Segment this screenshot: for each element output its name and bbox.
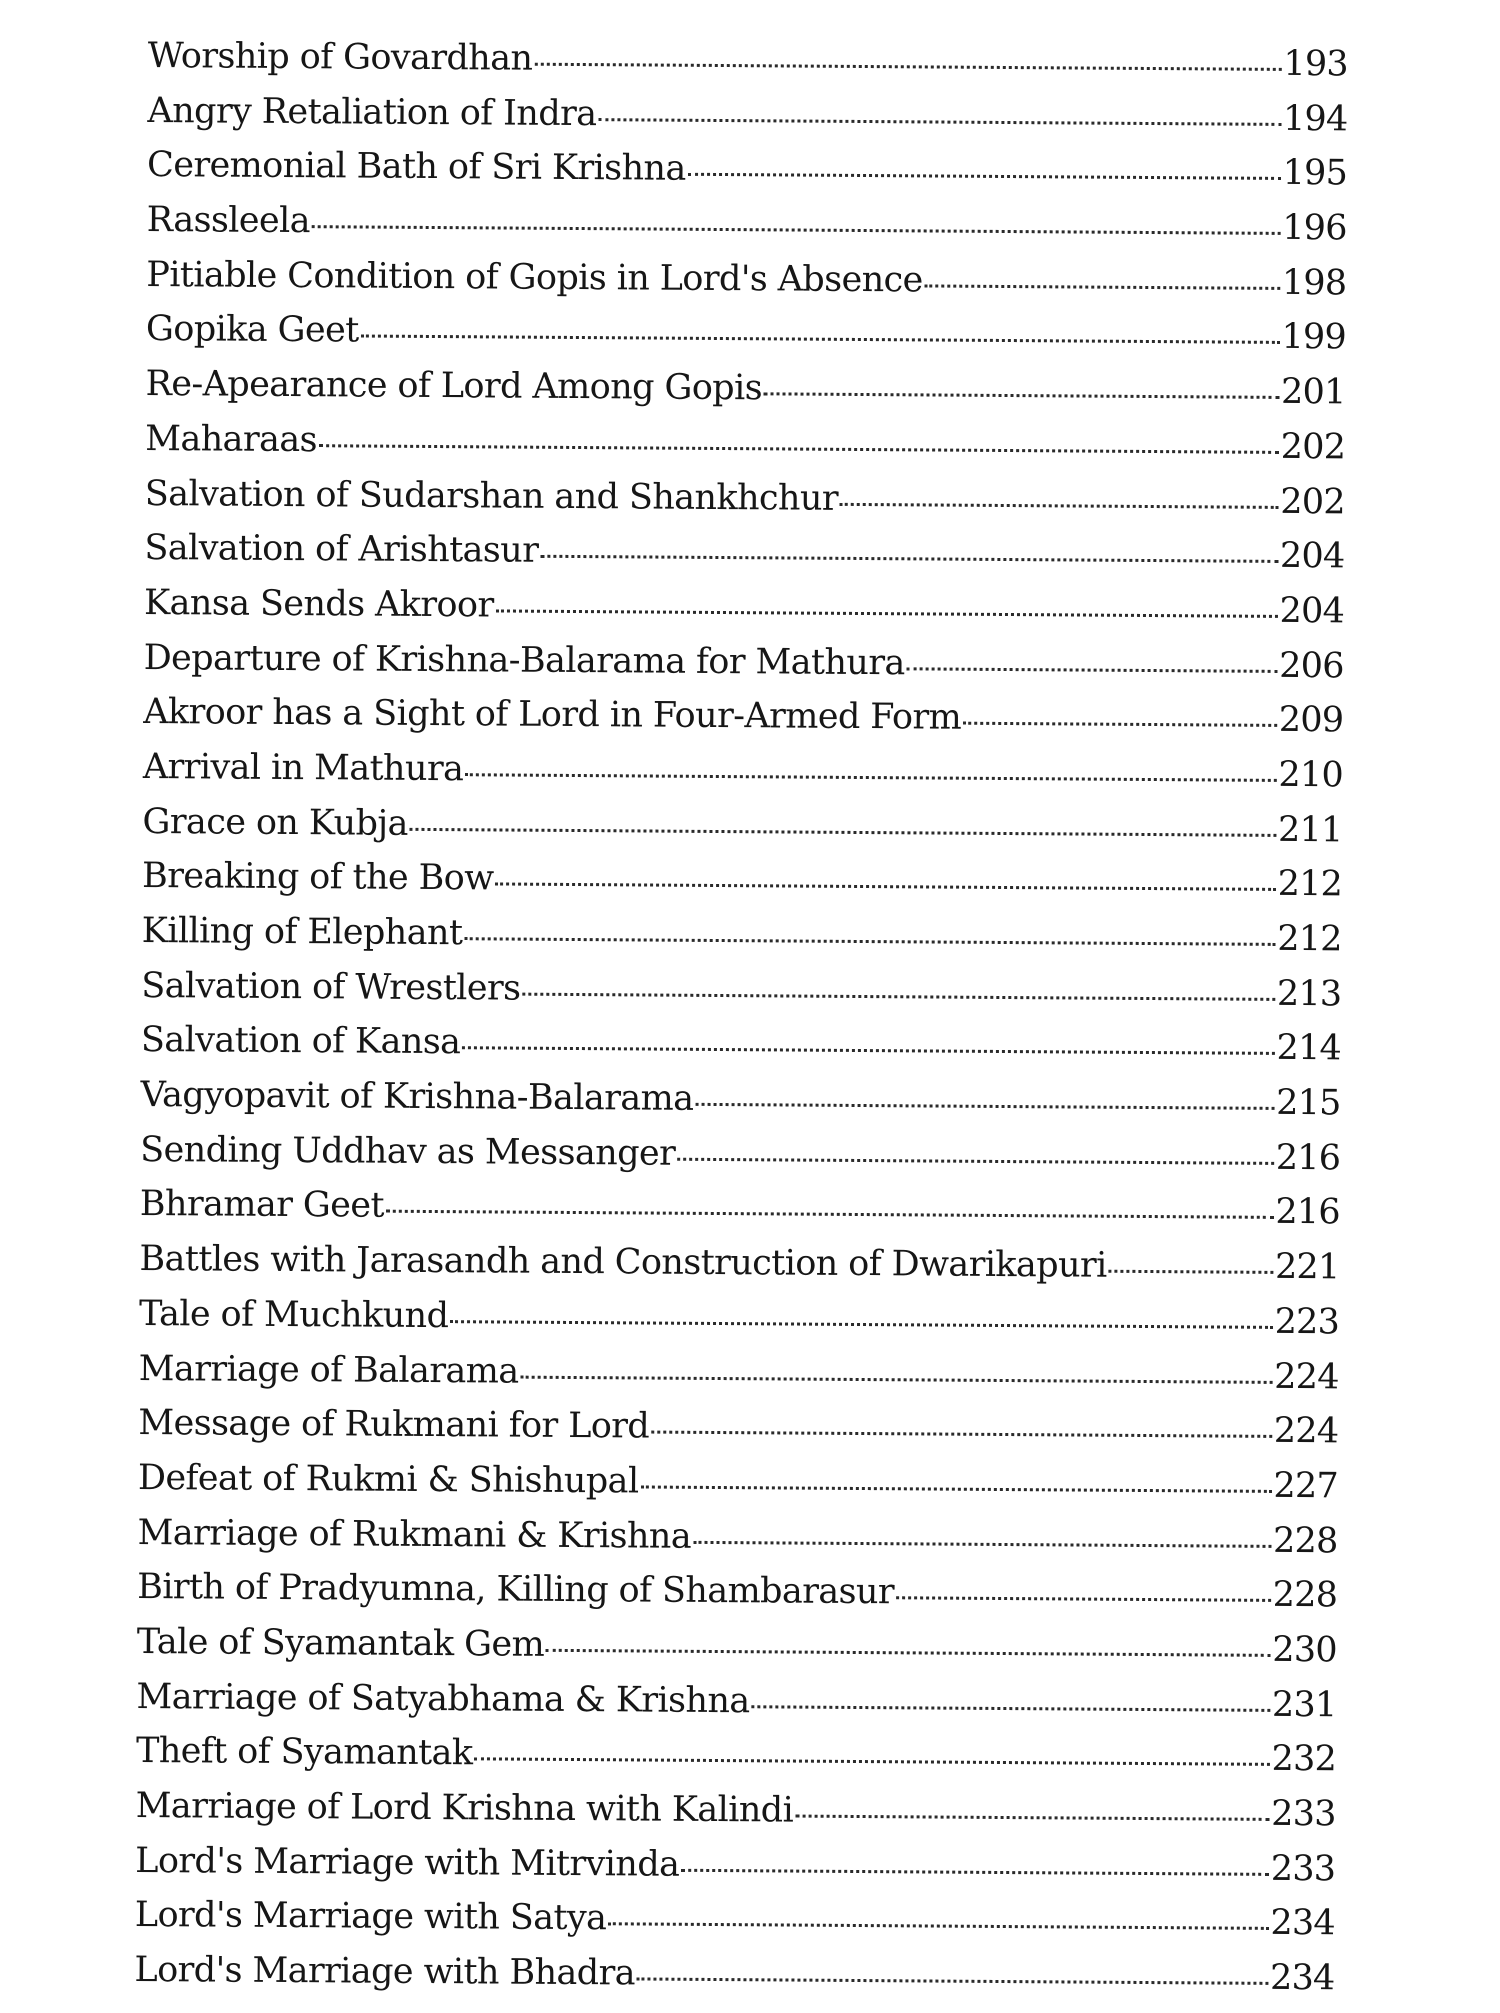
toc-entry-title: Pitiable Condition of Gopis in Lord's Absence [146,254,923,301]
toc-entry-title: Rassleela [146,200,311,242]
toc-entry [141,966,1341,1029]
toc-entry-title: Killing of Elephant [141,910,463,954]
toc-entry-page-number: 202 [1280,481,1345,522]
dot-leader [462,1047,1274,1056]
dot-leader [464,937,1275,946]
dot-leader [752,1705,1270,1712]
toc-entry-title: Breaking of the Bow [141,856,494,899]
toc-entry [142,802,1342,865]
toc-entry [138,1403,1338,1466]
toc-entry-title: Worship of Govardhan [147,36,533,79]
toc-entry-title: Sending Uddhav as Messanger [140,1129,676,1174]
dot-leader [688,173,1281,180]
toc-entry-page-number: 193 [1283,43,1348,85]
toc-entry-page-number: 232 [1271,1739,1337,1780]
toc-entry-page-number: 233 [1270,1848,1336,1890]
toc-entry-page-number: 194 [1282,98,1348,140]
toc-entry [146,309,1346,372]
toc-entry-page-number: 214 [1276,1028,1342,1069]
toc-entry-title: Re-Apearance of Lord Among Gopis [145,364,763,409]
toc-entry [139,1239,1339,1302]
dot-leader [963,722,1277,727]
toc-entry-title: Lord's Marriage with Mitrvinda [135,1840,680,1885]
dot-leader [795,1815,1269,1821]
toc-entry-title: Salvation of Wrestlers [141,965,521,1009]
toc-entry-title: Arrival in Mathura [142,746,464,790]
toc-entry-title: Departure of Krishna-Balarama for Mathura [143,637,905,683]
toc-entry-page-number: 216 [1275,1137,1341,1179]
toc-entry [143,747,1343,810]
toc-entry-page-number: 213 [1276,973,1342,1015]
toc-entry-title: Birth of Pradyumna, Killing of Shambarasur [137,1567,895,1613]
toc-entry [148,36,1348,99]
toc-entry [135,1786,1335,1849]
toc-entry-title: Lord's Marriage with Satya [134,1895,607,1939]
toc-entry [144,528,1344,591]
toc-entry-page-number: 204 [1279,536,1345,577]
toc-entry [138,1348,1338,1411]
toc-entry-title: Salvation of Kansa [140,1020,461,1063]
toc-entry-page-number: 210 [1278,754,1344,796]
toc-entry [140,1075,1340,1138]
toc-entry-title: Theft of Syamantak [135,1731,473,1774]
toc-entry [145,364,1345,427]
toc-entry [135,1841,1335,1904]
toc-entry-page-number: 201 [1280,372,1346,413]
toc-entry [136,1731,1336,1794]
toc-entry-page-number: 228 [1272,1575,1338,1616]
dot-leader [651,1431,1272,1438]
dot-leader [925,284,1280,289]
dot-leader [465,773,1276,782]
toc-entry-title: Salvation of Sudarshan and Shankhchur [144,473,839,519]
dot-leader [474,1758,1269,1767]
toc-entry-page-number: 231 [1271,1684,1337,1725]
toc-entry [143,638,1343,701]
toc-entry-title: Kansa Sends Akroor [143,582,494,626]
toc-entry-page-number: 212 [1277,864,1343,905]
toc-entry-title: Bhramar Geet [139,1184,385,1227]
toc-entry-title: Marriage of Satyabhama & Krishna [136,1676,750,1721]
toc-entry-page-number: 223 [1274,1301,1340,1343]
toc-entry-title: Angry Retaliation of Indra [147,90,597,134]
dot-leader [410,827,1276,836]
toc-entry-title: Battles with Jarasandh and Construction of Dwarikapuri [139,1239,1107,1286]
dot-leader [840,502,1278,508]
toc-entry [139,1294,1339,1357]
toc-entry-title: Salvation of Arishtasur [144,528,539,571]
toc-entry-page-number: 199 [1281,317,1347,358]
toc-entry [145,419,1345,482]
dot-leader [386,1210,1274,1219]
toc-entry [138,1458,1338,1521]
toc-entry [146,255,1346,318]
dot-leader [546,1649,1270,1657]
toc-entry-page-number: 204 [1279,590,1345,632]
dot-leader [693,1540,1271,1547]
dot-leader [319,444,1279,454]
toc-entry [137,1513,1337,1576]
toc-entry [137,1567,1337,1630]
dot-leader [637,1978,1268,1985]
toc-entry-title: Grace on Kubja [142,801,409,844]
dot-leader [361,335,1280,344]
dot-leader [695,1103,1274,1110]
dot-leader [496,883,1276,891]
toc-entry-page-number: 209 [1278,700,1344,741]
toc-entry [146,200,1346,263]
toc-entry [147,145,1347,208]
toc-entry-page-number: 195 [1282,153,1348,194]
toc-entry-page-number: 202 [1280,426,1346,468]
toc-entry [143,692,1343,755]
toc-entry-title: Marriage of Balarama [138,1348,519,1392]
toc-entry-page-number: 224 [1273,1411,1339,1452]
dot-leader [521,1375,1273,1383]
toc-entry [134,1950,1334,2013]
toc-entry-title: Tale of Syamantak Gem [136,1621,545,1665]
toc-entry-page-number: 228 [1272,1520,1338,1561]
dot-leader [896,1597,1271,1603]
dot-leader [540,555,1278,563]
toc-entry-page-number: 221 [1274,1247,1340,1288]
toc-entry [137,1622,1337,1685]
toc-entry-page-number: 224 [1274,1356,1339,1397]
toc-entry [141,1020,1341,1083]
toc-entry-title: Maharaas [145,418,318,461]
dot-leader [608,1923,1268,1931]
toc-entry-title: Defeat of Rukmi & Shishupal [137,1457,639,1502]
dot-leader [522,992,1274,1000]
dot-leader [681,1868,1268,1875]
toc-entry-title: Ceremonial Bath of Sri Krishna [146,145,686,190]
dot-leader [496,609,1278,617]
toc-entry [144,583,1344,646]
dot-leader [640,1485,1271,1492]
toc-entry [142,856,1342,919]
toc-entry-page-number: 206 [1279,645,1344,686]
dot-leader [534,63,1281,71]
toc-entry-page-number: 216 [1275,1192,1340,1233]
dot-leader [907,667,1278,673]
toc-entry-title: Vagyopavit of Krishna-Balarama [140,1075,694,1119]
toc-entry-title: Tale of Muchkund [138,1293,449,1336]
table-of-contents [134,36,1348,2013]
toc-entry [140,1130,1340,1193]
dot-leader [598,118,1281,126]
dot-leader [677,1157,1274,1164]
toc-entry [136,1677,1336,1740]
toc-entry [140,1184,1340,1247]
toc-entry-page-number: 234 [1269,1957,1335,1999]
toc-entry-page-number: 230 [1272,1629,1337,1671]
toc-entry [145,473,1345,536]
dot-leader [764,392,1279,399]
toc-entry-title: Lord's Marriage with Bhadra [134,1950,636,1994]
toc-entry [147,91,1347,154]
toc-entry-title: Marriage of Rukmani & Krishna [137,1512,692,1557]
toc-entry-title: Akroor has a Sight of Lord in Four-Armed Form [143,692,962,738]
toc-entry-page-number: 212 [1277,918,1342,960]
toc-entry-title: Message of Rukmani for Lord [138,1403,650,1447]
toc-entry [135,1895,1335,1958]
toc-entry-page-number: 233 [1271,1793,1336,1835]
dot-leader [450,1320,1272,1329]
toc-entry-title: Gopika Geet [145,309,359,351]
toc-entry-page-number: 227 [1273,1465,1339,1507]
toc-entry-page-number: 196 [1282,207,1347,249]
dot-leader [312,225,1280,235]
toc-entry-page-number: 234 [1270,1903,1335,1944]
toc-entry [142,911,1342,974]
toc-entry-page-number: 211 [1277,809,1343,850]
toc-entry-page-number: 198 [1281,262,1347,304]
toc-entry-title: Marriage of Lord Krishna with Kalindi [135,1785,794,1831]
dot-leader [1109,1270,1273,1274]
toc-entry-page-number: 215 [1276,1082,1341,1124]
